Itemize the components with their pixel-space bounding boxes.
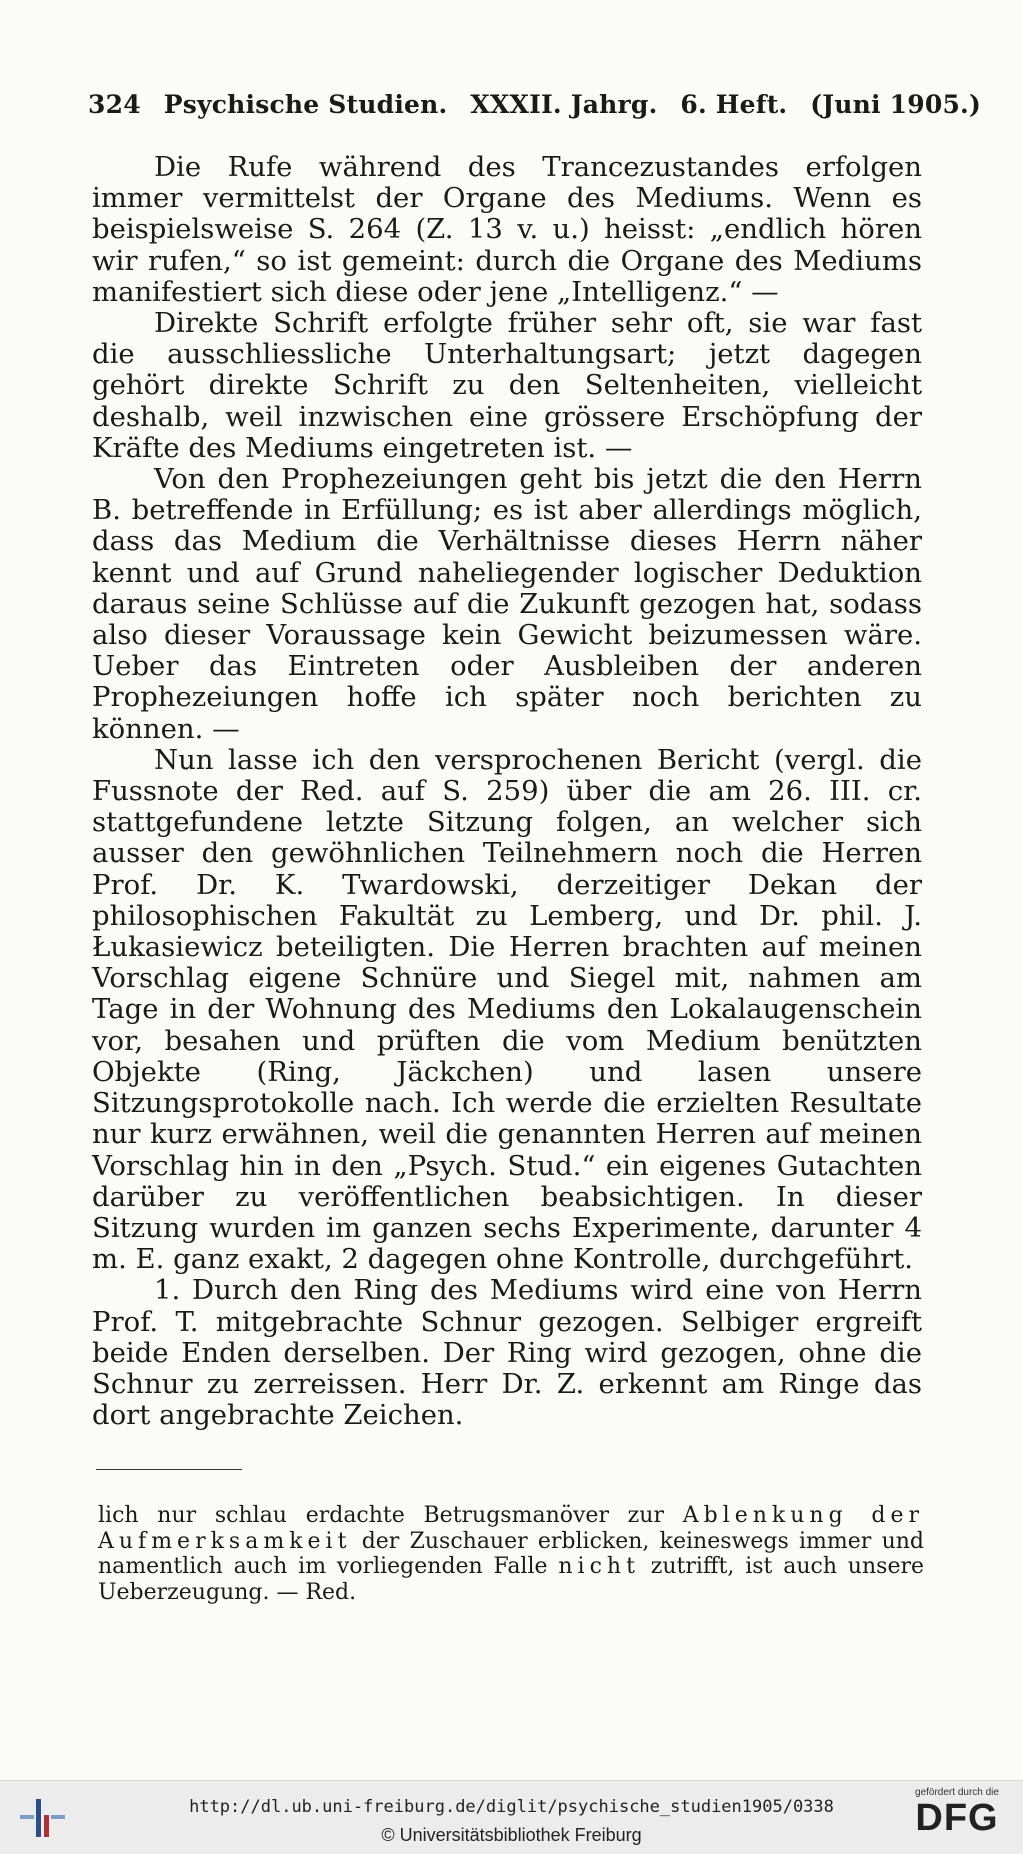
footnote-text: lich nur schlau erdachte Betrugsmanöver zur	[98, 1503, 664, 1528]
paragraph: Direkte Schrift erfolgte früher sehr oft, sie war fast die ausschliessliche Unterhaltungsart; jetzt dagegen gehört direkte Schrift zu den Seltenheiten, vielleicht deshalb, weil inzwischen eine grössere Erschöpfung der Kräfte des Mediums eingetreten ist. —	[92, 307, 922, 464]
source-url-link[interactable]: http://dl.ub.uni-freiburg.de/diglit/psychische_studien1905/0338	[189, 1797, 834, 1817]
body-text	[92, 152, 922, 1431]
footnote-text: der Zuschauer erblicken, keineswegs immer und namentlich auch im vorliegenden Falle	[98, 1528, 924, 1579]
paragraph: Nun lasse ich den versprochenen Bericht (vergl. die Fussnote der Red. auf S. 259) über die am 26. III. cr. stattgefundene letzte Sitzung folgen, an welcher sich ausser den gewöhnlichen Teilnehmern noch die Herren Prof. Dr. K. Twardowski, derzeitiger Dekan der philosophischen Fakultät zu Lemberg, und Dr. phil. J. Łukasiewicz beteiligten. Die Herren brachten auf meinen Vorschlag eigene Schnüre und Siegel mit, nahmen am Tage in der Wohnung des Mediums den Lokalaugenschein vor, besahen und prüften die vom Medium benützten Objekte (Ring, Jäckchen) und lasen unsere Sitzungsprotokolle nach. Ich werde die erzielten Resultate nur kurz erwähnen, weil die genannten Herren auf meinen Vorschlag hin in den „Psych. Stud.“ ein eigenes Gutachten darüber zu veröffentlichen beabsichtigen. In dieser Sitzung wurden im ganzen sechs Experimente, darunter 4 m. E. ganz exakt, 2 dagegen ohne Kontrolle, durchgeführt.	[92, 743, 922, 1276]
footnote-text: zutrifft, ist auch unsere Ueberzeugung. — Red.	[98, 1554, 924, 1605]
volume-label: XXXII. Jahrg.	[470, 90, 658, 119]
footnote-divider	[96, 1469, 242, 1470]
journal-title: Psychische Studien.	[163, 90, 448, 119]
dfg-caption: gefördert durch die	[915, 1787, 999, 1798]
dfg-wordmark: DFG	[915, 1797, 999, 1839]
viewer-footer	[0, 1780, 1023, 1854]
issue-label: 6. Heft.	[680, 90, 788, 119]
footnote-emphasis: nicht	[558, 1554, 640, 1579]
footnote-emphasis: Ablenkung der Aufmerksamkeit	[98, 1503, 924, 1554]
copyright-notice: © Universitätsbibliothek Freiburg	[381, 1825, 642, 1845]
running-header	[88, 90, 981, 119]
issue-date: (Juni 1905.)	[810, 90, 981, 119]
page-number: 324	[88, 90, 141, 119]
paragraph: Von den Prophezeiungen geht bis jetzt die den Herrn B. betreffende in Erfüllung; es ist aber allerdings möglich, dass das Medium die Verhältnisse dieses Herrn näher kennt und auf Grund naheliegender logischer Deduktion daraus seine Schlüsse auf die Zukunft gezogen hat, sodass also dieser Voraussage kein Gewicht beizumessen wäre. Ueber das Eintreten oder Ausbleiben der anderen Prophezeiungen hoffe ich später noch berichten zu können. —	[92, 463, 922, 745]
footnote	[98, 1503, 924, 1605]
dfg-logo	[900, 1787, 1014, 1849]
paragraph: 1. Durch den Ring des Mediums wird eine von Herrn Prof. T. mitgebrachte Schnur gezogen. Selbiger ergreift beide Enden derselben. Der Ring wird gezogen, ohne die Schnur zu zerreissen. Herr Dr. Z. erkennt am Ringe das dort angebrachte Zeichen.	[92, 1274, 922, 1432]
paragraph: Die Rufe während des Trancezustandes erfolgen immer vermittelst der Organe des Mediums. Wenn es beispielsweise S. 264 (Z. 13 v. u.) heisst: „endlich hören wir rufen,“ so ist gemeint: durch die Organe des Mediums manifestiert sich diese oder jene „Intelligenz.“ —	[92, 151, 922, 308]
